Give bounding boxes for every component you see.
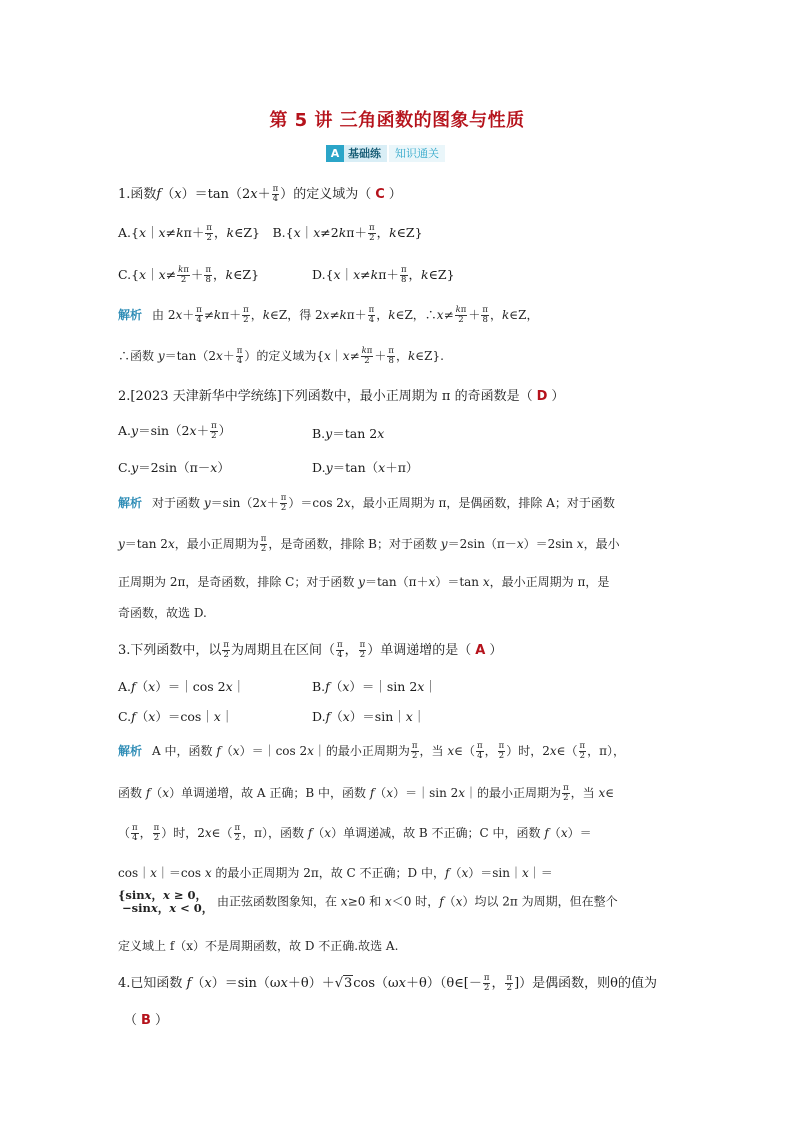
question-1-stem: 1.函数f（x）＝tan（2x＋ $\frac{\pi}{4}$ ）的定义域为（ C ）	[118, 184, 402, 204]
answer-4: B	[141, 1013, 151, 1028]
option-1c: C.{x｜x≠ $\frac{k\pi}{2}$ ＋ $\frac{\pi}{8}$ ，k∈Z}	[118, 265, 260, 285]
question-4-answer-line: （ B ）	[124, 1013, 168, 1028]
question-4-stem: 4.已知函数 f（x）＝sin（ωx＋θ）＋√3cos（ωx＋θ）（θ∈[－ $\frac{\pi}{2}$ ， $\frac{\pi}{2}$ ]）是偶函数，则θ的值为	[118, 973, 657, 993]
solution-3-line-5: {sinx，x ≥ 0， −sinx，x < 0， 由正弦函数图象知，在 x≥0 和 x＜0 时，f（x）均以 2π 为周期，但在整个	[118, 888, 618, 915]
solution-3-line-1: 解析 A 中，函数 f（x）＝｜cos 2x｜的最小正周期为 $\frac{\pi}{2}$ ，当 x∈（ $\frac{\pi}{4}$ ， $\frac{\pi}{2}$ ）时，2x∈（ $\frac{\pi}{2}$ ，π），	[118, 741, 626, 761]
question-3-stem: 3.下列函数中，以 $\frac{\pi}{2}$ 为周期且在区间（ $\frac{\pi}{4}$ ， $\frac{\pi}{2}$ ）单调递增的是（ A ）	[118, 640, 503, 660]
section-subtitle: 知识通关	[387, 145, 445, 162]
solution-2-line-4: 奇函数，故选 D.	[118, 606, 207, 620]
option-3c: C.f（x）＝cos｜x｜	[118, 709, 234, 724]
question-2-stem: 2.[2023 天津新华中学统练]下列函数中，最小正周期为 π 的奇函数是（ D ）	[118, 389, 565, 404]
option-1d: D.{x｜x≠kπ＋ $\frac{\pi}{8}$ ，k∈Z}	[312, 265, 455, 285]
solution-2-line-1: 解析 对于函数 y＝sin（2x＋ $\frac{\pi}{2}$ ）＝cos 2x，最小正周期为 π，是偶函数，排除 A；对于函数	[118, 493, 615, 513]
option-1a-1b: A.{x｜x≠kπ＋ $\frac{\pi}{2}$ ，k∈Z} B.{x｜x≠2kπ＋ $\frac{\pi}{2}$ ，k∈Z}	[118, 223, 423, 243]
solution-1-line-1: 解析 由 2x＋ $\frac{\pi}{4}$ ≠kπ＋ $\frac{\pi}{2}$ ，k∈Z，得 2x≠kπ＋ $\frac{\pi}{4}$ ，k∈Z，∴x≠ $\frac{k\pi}{2}$ ＋ $\frac{\pi}{8}$ ，k∈Z，	[118, 305, 539, 325]
solution-3-line-4: cos｜x｜＝cos x 的最小正周期为 2π，故 C 不正确；D 中，f（x）＝sin｜x｜＝	[118, 866, 553, 880]
page-title: 第 5 讲 三角函数的图象与性质	[269, 110, 525, 131]
option-3d: D.f（x）＝sin｜x｜	[312, 709, 426, 724]
option-3a: A.f（x）＝｜cos 2x｜	[118, 679, 246, 694]
option-2d: D.y＝tan（x＋π）	[312, 460, 419, 475]
solution-3-line-6: 定义域上 f（x）不是周期函数，故 D 不正确.故选 A.	[118, 939, 399, 953]
answer-3: A	[475, 643, 486, 658]
solution-2-line-3: 正周期为 2π，是奇函数，排除 C；对于函数 y＝tan（π＋x）＝tan x，最小正周期为 π，是	[118, 575, 610, 589]
option-2a: A.y＝sin（2x＋ $\frac{\pi}{2}$ ）	[118, 421, 232, 441]
option-2c: C.y＝2sin（π－x）	[118, 460, 230, 475]
solution-3-line-2: 函数 f（x）单调递增，故 A 正确；B 中，函数 f（x）＝｜sin 2x｜的最小正周期为 $\frac{\pi}{2}$ ，当 x∈	[118, 783, 615, 803]
solution-2-line-2: y＝tan 2x，最小正周期为 $\frac{\pi}{2}$ ，是奇函数，排除 B；对于函数 y＝2sin（π－x）＝2sin x，最小	[118, 534, 620, 554]
section-letter: A	[326, 145, 344, 162]
answer-1: C	[375, 187, 385, 202]
section-badge	[326, 145, 445, 162]
option-2b: B.y＝tan 2x	[312, 426, 385, 441]
answer-2: D	[536, 389, 548, 404]
option-3b: B.f（x）＝｜sin 2x｜	[312, 679, 437, 694]
section-name: 基础练	[344, 145, 387, 162]
solution-3-line-3: （ $\frac{\pi}{4}$ ， $\frac{\pi}{2}$ ）时，2x∈（ $\frac{\pi}{2}$ ，π），函数 f（x）单调递减，故 B 不正确；C 中，函数 f（x）＝	[118, 823, 592, 843]
solution-1-line-2: ∴函数 y＝tan（2x＋ $\frac{\pi}{4}$ ）的定义域为{x｜x≠ $\frac{k\pi}{2}$ ＋ $\frac{\pi}{8}$ ，k∈Z}.	[118, 346, 444, 366]
